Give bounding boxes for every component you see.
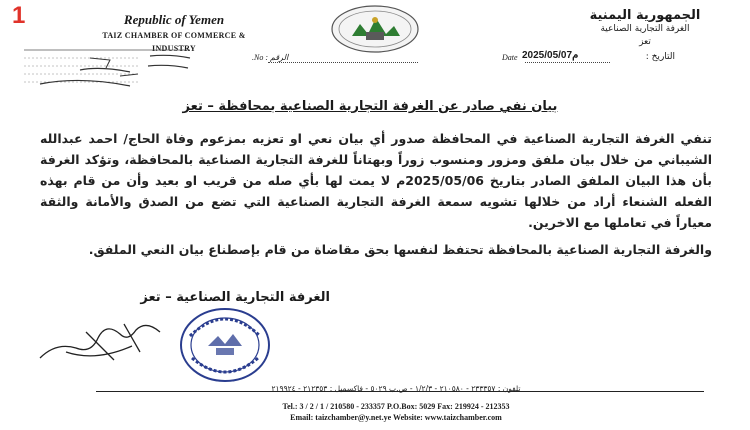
date-value: 2025/05/07م <box>522 50 579 61</box>
document-title: بيان نفي صادر عن الغرفة التجارية الصناعية بمحافظة – تعز <box>182 99 558 114</box>
page-number: 1 <box>12 2 26 29</box>
footer-contact-arabic: تلفون : ٢٣٣٣٥٧ - ٢١٠٥٨٠ - ١/٢/٣ - ص.ب ٥٠٢٩ - فاكسميل : ٢١٢٣٥٣ - ٢١٩٩٢٤ <box>271 384 521 393</box>
reference-number-line <box>268 62 418 64</box>
reference-number-label: الرقم : No. <box>252 53 289 62</box>
date-line <box>525 62 610 64</box>
footer-divider <box>96 391 704 392</box>
ar-org-name: الغرفة التجارية الصناعية <box>600 24 690 34</box>
en-org-name-line2: INDUSTRY <box>152 44 196 53</box>
official-seal-stamp <box>178 306 272 384</box>
body-paragraph-2: والغرفة التجارية الصناعية بالمحافظة تحتفظ لنفسها بحق مقاضاة من قام بإصطناع بيان النعي الملفق. <box>88 242 712 257</box>
footer-contact-english: Tel.: 3 / 2 / 1 / 210580 - 233357 P.O.Box: 5029 Fax: 219924 - 212353 <box>282 402 510 411</box>
signatory-name: الغرفة التجارية الصناعية – تعز <box>140 290 330 305</box>
date-label-ar: التاريخ : <box>645 52 675 62</box>
handwritten-signature <box>36 312 176 368</box>
document-body <box>40 128 712 266</box>
chamber-logo <box>330 4 420 54</box>
ar-republic-title: الجمهورية اليمنية <box>589 8 701 23</box>
footer-email-website: Email: taizchamber@y.net.ye Website: www.taizchamber.com <box>290 413 502 422</box>
date-label-en: Date <box>502 53 518 62</box>
en-org-name-line1: TAIZ CHAMBER OF COMMERCE & <box>102 31 246 40</box>
ar-org-city: تعز <box>639 37 651 47</box>
en-republic-title: Republic of Yemen <box>123 12 225 27</box>
body-paragraph-1: تنفي الغرفة التجارية الصناعية في المحافظة صدور أي بيان نعي او تعزيه بمزعوم وفاة الحاج/ احمد عبدالله الشيباني من خلال بيان ملفق ومزور ومنسوب زوراً وبهتاناً للغرفة التجارية الصناعية بالمحافظة، وتؤكد الغرفة بأن هذا البيان الملفق الصادر بتاريخ 2025/05/06م لا يمت لها بأي صله من قريب او بعيد وأن من قام بهذه الفعله الشنعاء أراد من خلالها تشويه سمعة الغرفة التجارية الصناعية التي تضع من الصدق والأمانة والثقة معياراً في تعاملها مع الاخرين. <box>40 131 712 230</box>
incoming-mail-stamp <box>20 46 195 94</box>
arabic-letterhead <box>570 8 720 49</box>
